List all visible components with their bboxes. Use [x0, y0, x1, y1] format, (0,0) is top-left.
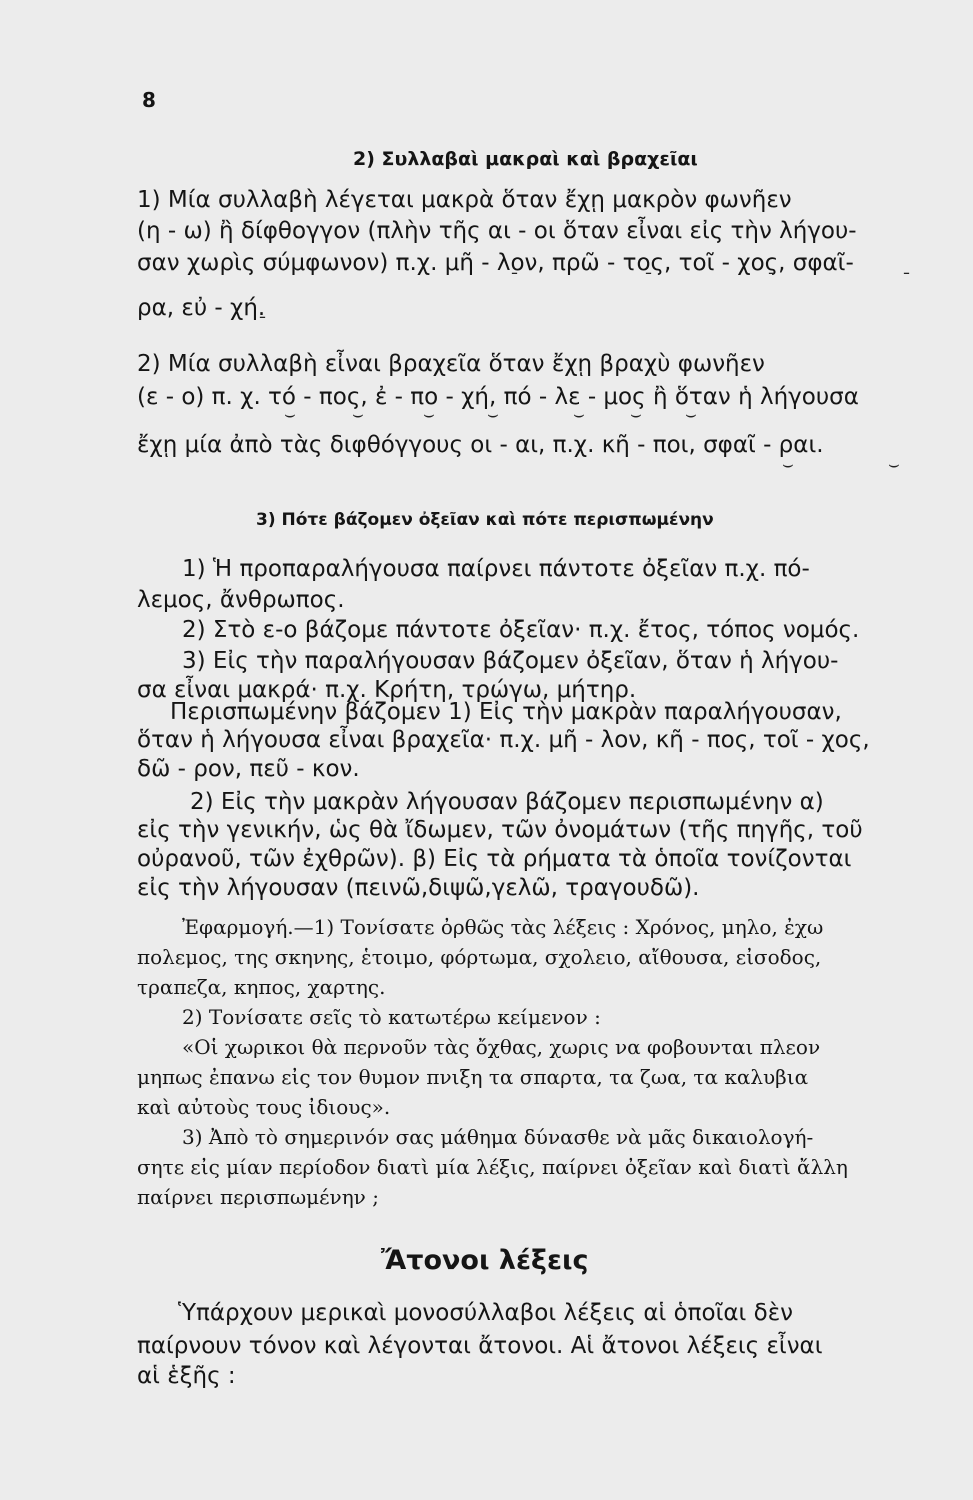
macron-mark: ¯	[644, 270, 653, 291]
text-line: λεμος, ἄνθρωπος.	[137, 587, 345, 613]
exercise-line: 3) Ἀπὸ τὸ σημερινόν σας μάθημα δύνασθε νὰ μᾶς δικαιολογή-	[182, 1125, 814, 1149]
exercise-line: πολεμος, της σκηνης, ἑτοιμο, φόρτωμα, σχολειο, αἴθουσα, εἰσοδος,	[137, 945, 822, 969]
text-line: σαν χωρὶς σύμφωνον) π.χ. μῆ - λον, πρῶ - τος, τοῖ - χος, σφαῖ-	[137, 250, 854, 276]
breve-mark: ⌣	[630, 404, 642, 425]
text-line: οὐρανοῦ, τῶν ἐχθρῶν). β) Εἰς τὰ ρήματα τὰ ὁποῖα τονίζονται	[137, 846, 852, 872]
exercise-line: μηπως ἐπανω εἰς τον θυμον πνιξη τα σπαρτα, τα ζωα, τα καλυβια	[137, 1065, 809, 1089]
text-line: 2) Στὸ ε-ο βάζομε πάντοτε ὀξεῖαν· π.χ. ἔτος, τόπος νομός.	[182, 617, 860, 643]
text-line: Ὑπάρχουν μερικαὶ μονοσύλλαβοι λέξεις αἱ ὁποῖαι δὲν	[178, 1300, 793, 1326]
macron-mark: ¯	[767, 270, 776, 291]
text-line: σα εἶναι μακρά· π.χ. Κρήτη, τρώγω, μήτηρ.	[137, 677, 637, 703]
section-heading-accents: 3) Πότε βάζομεν ὀξεῖαν καὶ πότε περισπωμένην	[256, 510, 714, 530]
breve-mark: ⌣	[782, 454, 794, 475]
text-line: 1) Ἡ προπαραλήγουσα παίρνει πάντοτε ὀξεῖαν π.χ. πό-	[182, 556, 810, 582]
breve-mark: ⌣	[573, 404, 585, 425]
exercise-line: παίρνει περισπωμένην ;	[137, 1185, 379, 1209]
breve-mark: ⌣	[284, 404, 296, 425]
text-line: 3) Εἰς τὴν παραλήγουσαν βάζομεν ὀξεῖαν, ὅταν ἡ λήγου-	[182, 648, 839, 674]
breve-mark: ⌣	[888, 454, 900, 475]
text-line: δῶ - ρον, πεῦ - κον.	[137, 756, 360, 782]
text-line: (η - ω) ἢ δίφθογγον (πλὴν τῆς αι - οι ὅταν εἶναι εἰς τὴν λήγου-	[137, 218, 857, 244]
exercise-line: Ἐφαρμογή.—1) Τονίσατε ὀρθῶς τὰς λέξεις : Χρόνος, μηλο, ἐχω	[182, 915, 824, 939]
breve-mark: ⌣	[685, 404, 697, 425]
text-line: 2) Εἰς τὴν μακρὰν λήγουσαν βάζομεν περισπωμένην α)	[190, 789, 824, 815]
text-line: εἰς τὴν γενικήν, ὡς θὰ ἴδωμεν, τῶν ὀνομάτων (τῆς πηγῆς, τοῦ	[137, 817, 863, 843]
text-line: 1) Μία συλλαβὴ λέγεται μακρὰ ὅταν ἔχῃ μακρὸν φωνῆεν	[137, 187, 792, 213]
exercise-line: τραπεζα, κηπος, χαρτης.	[137, 975, 386, 999]
macron-mark: ¯	[902, 270, 911, 291]
breve-mark: ⌣	[352, 404, 364, 425]
text-line: ἔχῃ μία ἀπὸ τὰς διφθόγγους οι - αι, π.χ. κῆ - ποι, σφαῖ - ραι.	[137, 432, 824, 458]
text-line: εἰς τὴν λήγουσαν (πεινῶ,διψῶ,γελῶ, τραγουδῶ).	[137, 875, 700, 901]
page-number: 8	[142, 88, 156, 112]
text-line: ρα, εὐ - χή.	[137, 295, 266, 321]
section-heading-atonoi: Ἄτονοι λέξεις	[381, 1245, 589, 1276]
breve-mark: ⌣	[487, 404, 499, 425]
text-line: ὅταν ἡ λήγουσα εἶναι βραχεῖα· π.χ. μῆ - λον, κῆ - πος, τοῖ - χος,	[137, 727, 870, 753]
exercise-line: καὶ αὐτοὺς τους ἰδιους».	[137, 1095, 391, 1119]
macron-mark: ¯	[510, 270, 519, 291]
text-line: (ε - ο) π. χ. τό - πος, ἐ - πο - χή, πό - λε - μος ἢ ὅταν ἡ λήγουσα	[137, 384, 859, 410]
text-line: παίρνουν τόνον καὶ λέγονται ἄτονοι. Αἱ ἄτονοι λέξεις εἶναι	[137, 1333, 823, 1359]
exercise-line: σητε εἰς μίαν περίοδον διατὶ μία λέξις, παίρνει ὀξεῖαν καὶ διατὶ ἄλλη	[137, 1155, 848, 1179]
exercise-line: 2) Τονίσατε σεῖς τὸ κατωτέρω κείμενον :	[182, 1005, 601, 1029]
text-line: αἱ ἑξῆς :	[137, 1363, 236, 1389]
text-line: Περισπωμένην βάζομεν 1) Εἰς τὴν μακρὰν παραλήγουσαν,	[170, 699, 842, 725]
text-line: 2) Μία συλλαβὴ εἶναι βραχεῖα ὅταν ἔχῃ βραχὺ φωνῆεν	[137, 351, 765, 377]
section-heading-long-short-syllables: 2) Συλλαβαὶ μακραὶ καὶ βραχεῖαι	[353, 148, 698, 170]
exercise-line: «Οἱ χωρικοι θὰ περνοῦν τὰς ὄχθας, χωρις να φοβουνται πλεον	[182, 1035, 821, 1059]
breve-mark: ⌣	[423, 404, 435, 425]
macron-mark: ¯	[258, 314, 267, 335]
